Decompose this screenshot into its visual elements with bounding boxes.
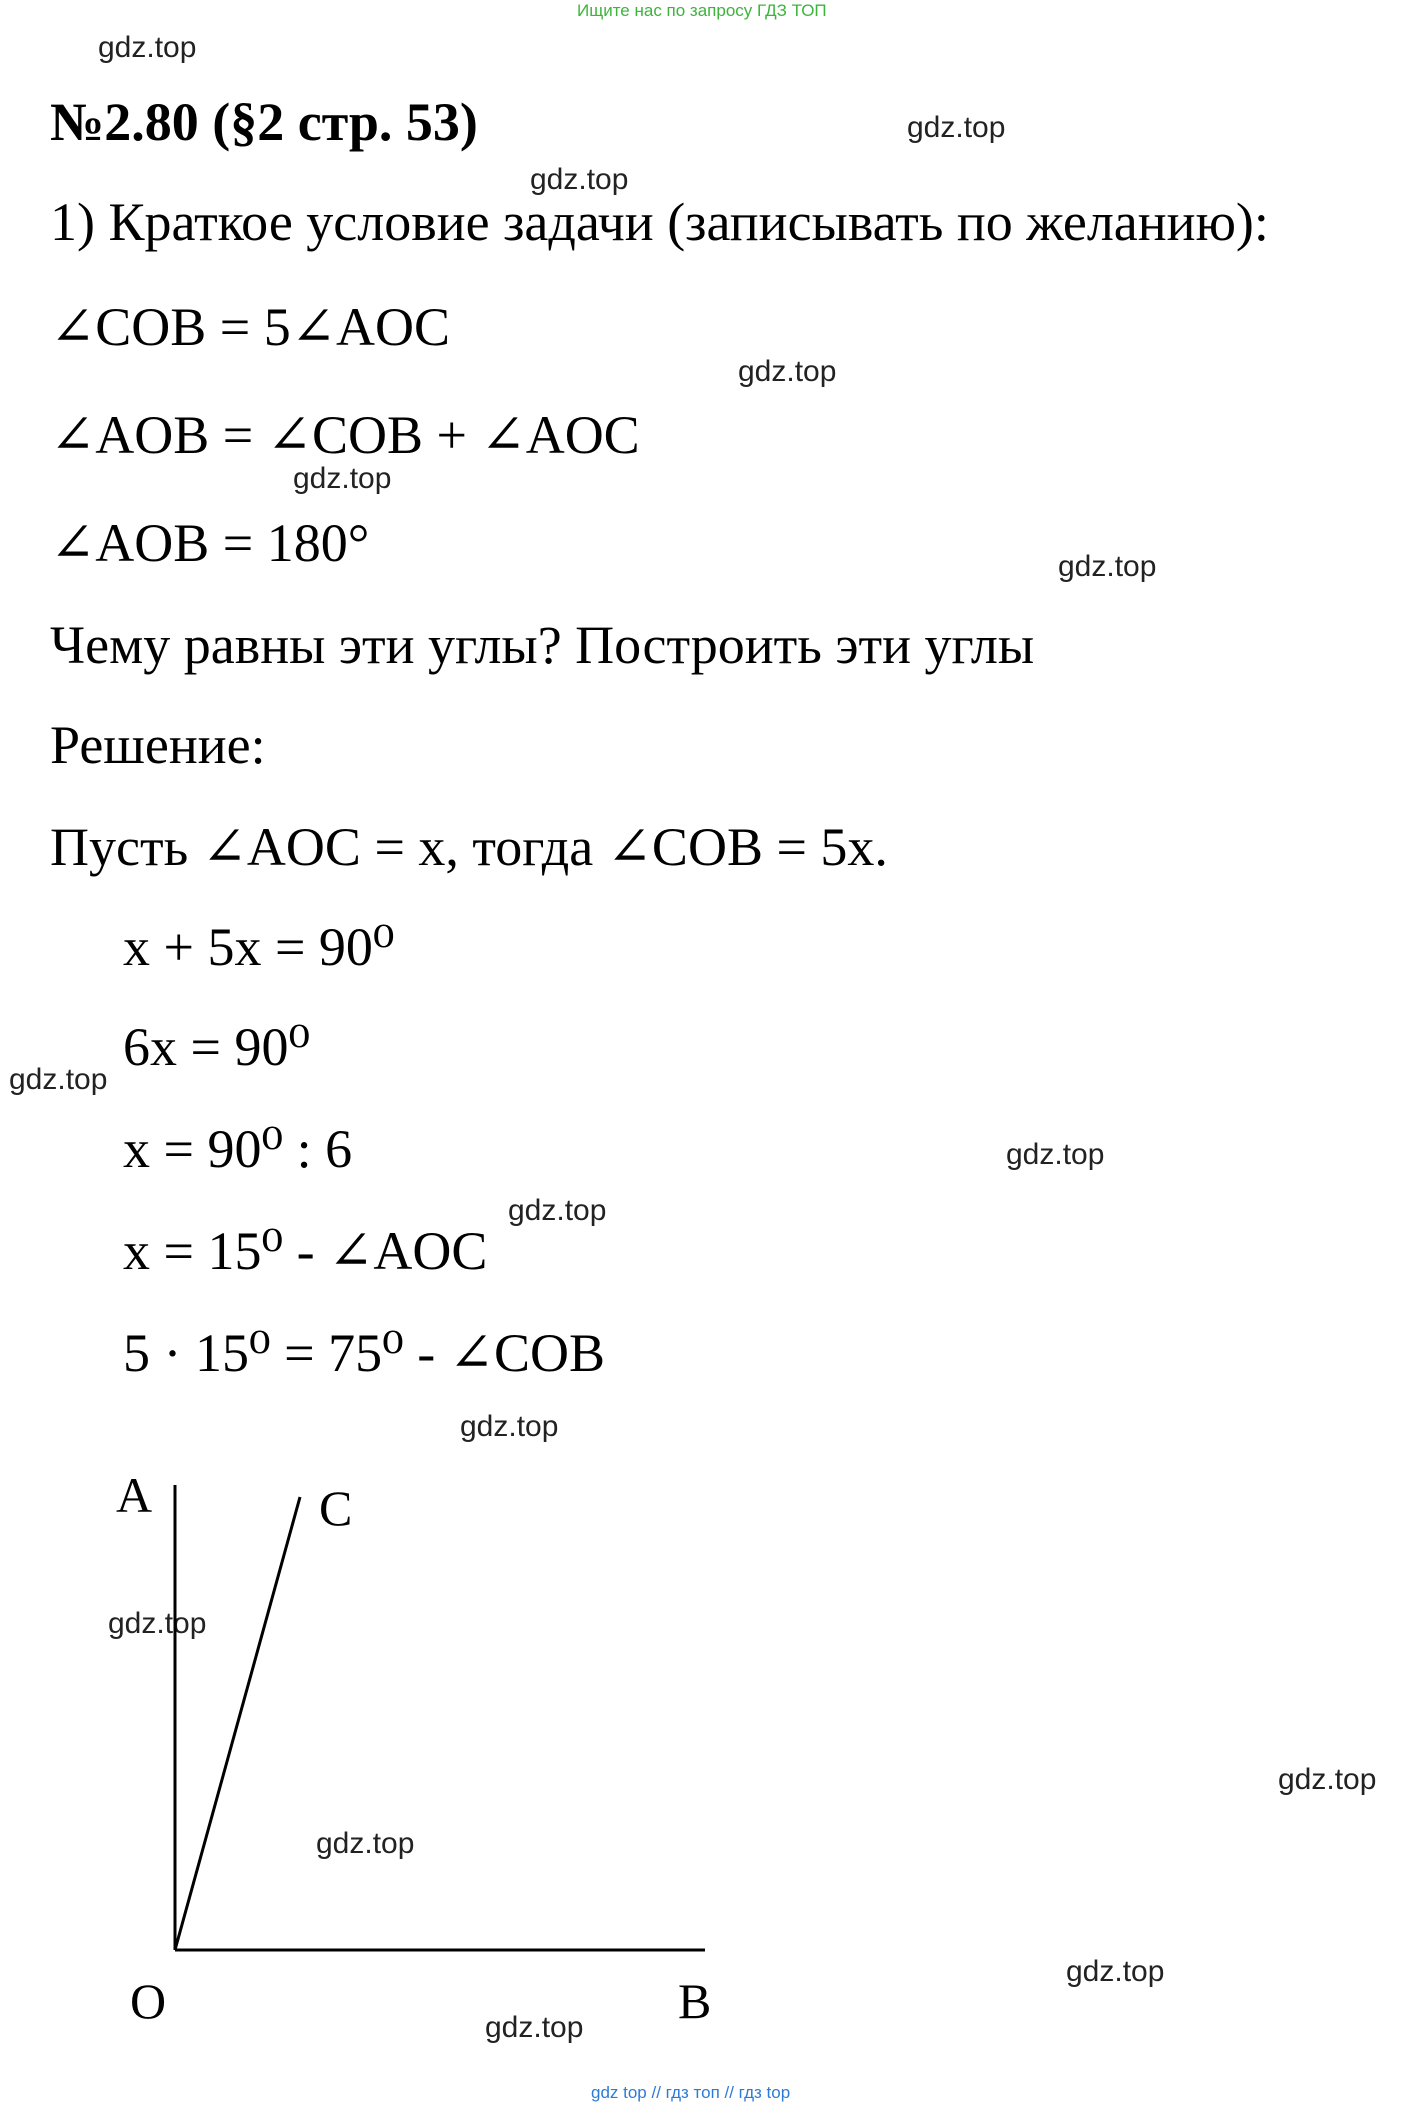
label-a: A bbox=[116, 1467, 153, 1523]
equation-4: x = 15⁰ - ∠AOC bbox=[123, 1221, 488, 1281]
equation-1: x + 5x = 90⁰ bbox=[123, 917, 395, 977]
watermark: gdz.top bbox=[907, 111, 1006, 144]
given-line-1: ∠COB = 5∠AOC bbox=[50, 297, 450, 357]
given-line-2: ∠AOB = ∠COB + ∠AOC bbox=[50, 405, 640, 465]
solution-let: Пусть ∠AOC = x, тогда ∠COB = 5x. bbox=[50, 817, 888, 877]
label-c: C bbox=[319, 1480, 353, 1536]
equation-3: x = 90⁰ : 6 bbox=[123, 1119, 353, 1179]
equation-5: 5 · 15⁰ = 75⁰ - ∠COB bbox=[123, 1323, 605, 1383]
given-line-3: ∠AOB = 180° bbox=[50, 513, 370, 573]
equation-2: 6x = 90⁰ bbox=[123, 1017, 311, 1077]
watermark: gdz.top bbox=[508, 1194, 607, 1227]
watermark: gdz.top bbox=[9, 1063, 108, 1096]
watermark: gdz.top bbox=[530, 163, 629, 196]
watermark: gdz.top bbox=[485, 2011, 584, 2044]
watermark: gdz.top bbox=[460, 1410, 559, 1443]
label-b: B bbox=[678, 1973, 712, 2029]
watermark: gdz.top bbox=[1006, 1138, 1105, 1171]
condition-heading: 1) Краткое условие задачи (записывать по желанию): bbox=[50, 192, 1269, 252]
page-title: №2.80 (§2 стр. 53) bbox=[50, 92, 478, 152]
watermark: gdz.top bbox=[1278, 1763, 1377, 1796]
solution-heading: Решение: bbox=[50, 715, 266, 775]
footer-links[interactable]: gdz top // гдз топ // гдз top bbox=[591, 2083, 791, 2102]
question-line: Чему равны эти углы? Построить эти углы bbox=[50, 615, 1035, 675]
top-banner: Ищите нас по запросу ГДЗ ТОП bbox=[577, 1, 827, 20]
watermark: gdz.top bbox=[1066, 1955, 1165, 1988]
watermark: gdz.top bbox=[108, 1607, 207, 1640]
label-o: O bbox=[130, 1973, 167, 2029]
watermark: gdz.top bbox=[316, 1827, 415, 1860]
watermark: gdz.top bbox=[1058, 550, 1157, 583]
angle-diagram bbox=[0, 1440, 780, 2040]
watermark: gdz.top bbox=[98, 31, 197, 64]
watermark: gdz.top bbox=[293, 462, 392, 495]
ray-oc bbox=[175, 1497, 300, 1950]
watermark: gdz.top bbox=[738, 355, 837, 388]
